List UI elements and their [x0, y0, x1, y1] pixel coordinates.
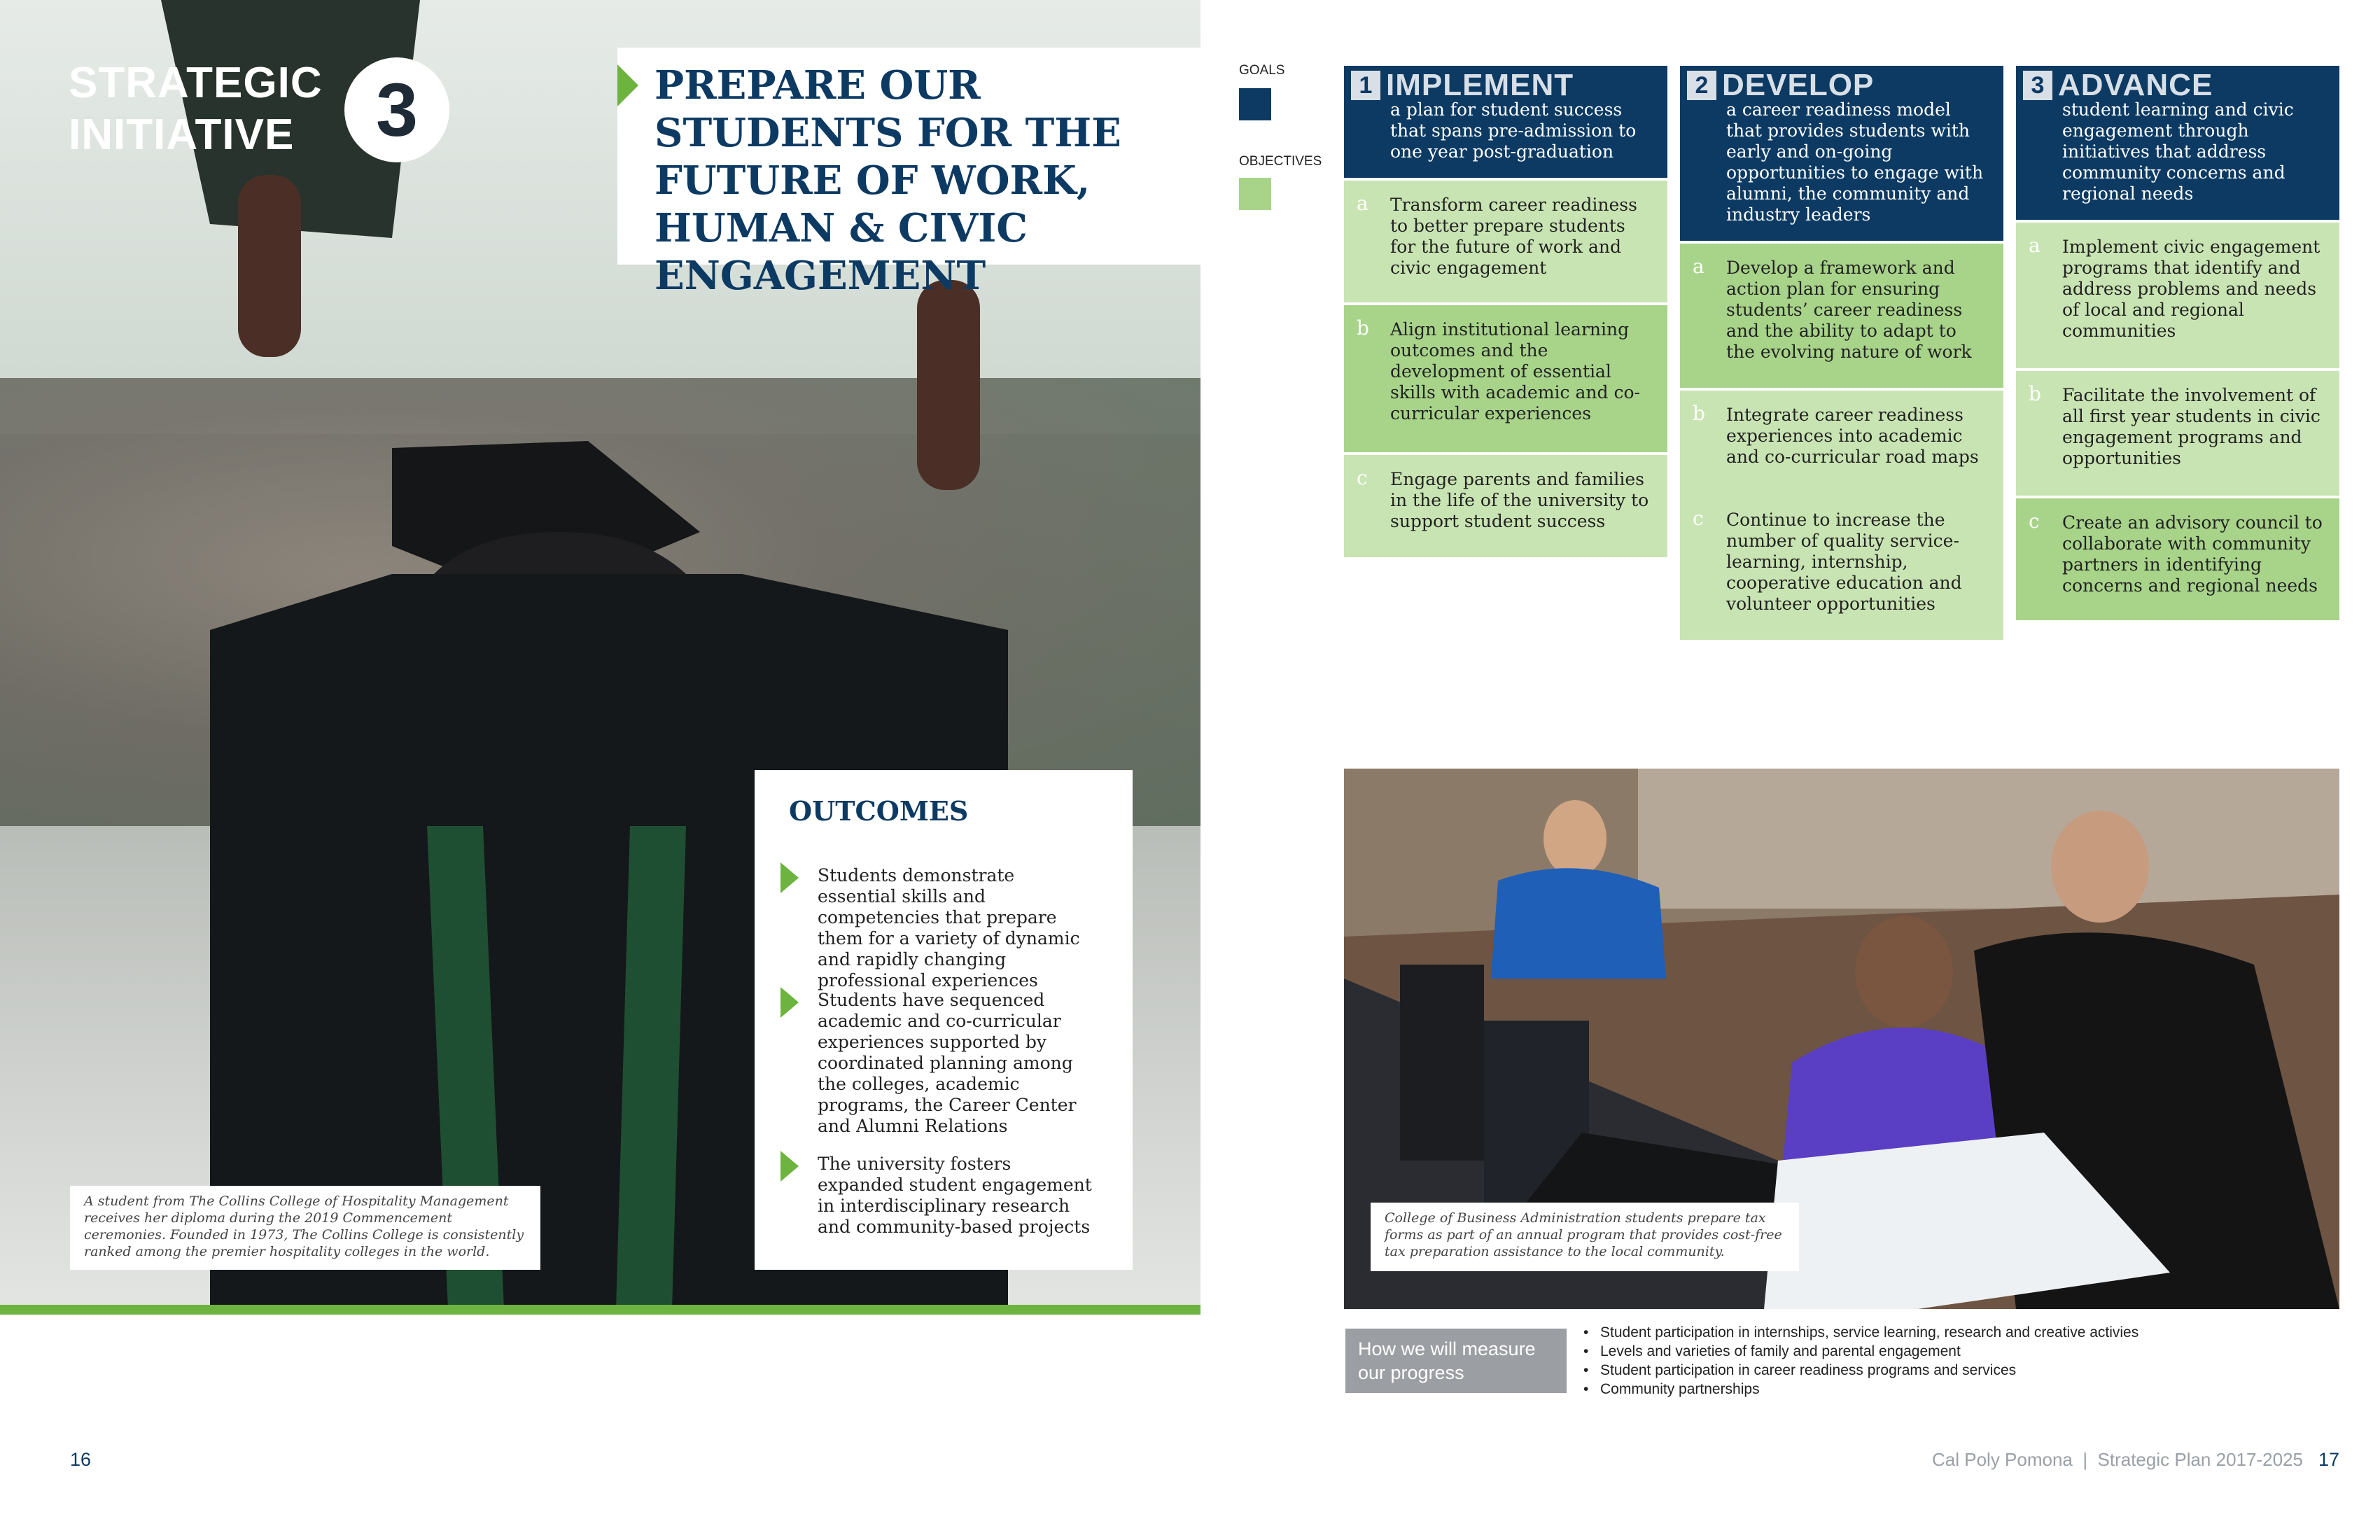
legend-goals-label: GOALS [1239, 63, 1285, 78]
goal-name: DEVELOP [1722, 68, 1875, 102]
outcome-item: Students demonstrate essential skills and competencies that prepare them for a variety of dynamic and rapidly changing professional experiences [818, 865, 1080, 990]
goal-name: IMPLEMENT [1386, 68, 1574, 102]
footer-publication: Cal Poly Pomona | Strategic Plan 2017-2025 [1932, 1449, 2303, 1470]
left-photo-caption: A student from The Collins College of Hospitality Management receives her diploma during the 2019 Commencement ceremonies. Founded in 1973, The Collins College is consistently ranked among the premier hospitality colleges in the world. [70, 1186, 540, 1270]
objective-item [1344, 452, 1667, 557]
objective-item [1680, 388, 2003, 493]
goal-card [1344, 66, 1667, 178]
initiative-title [69, 57, 349, 161]
objective-item [2016, 220, 2339, 368]
measure-list [1583, 1323, 2339, 1399]
headline-arrow-icon [617, 64, 638, 106]
outcome-arrow-icon [780, 1151, 799, 1182]
legend-objectives-swatch [1239, 178, 1271, 210]
goal-name: ADVANCE [2058, 68, 2213, 102]
page-headline: PREPARE OUR STUDENTS FOR THE FUTURE OF WORK, HUMAN & CIVIC ENGAGEMENT [654, 62, 1121, 299]
objective-text: Facilitate the involvement of all first year students in civic engagement programs and opportunities [2062, 385, 2320, 468]
objective-letter: c [1357, 466, 1368, 489]
objective-letter: a [1693, 255, 1704, 278]
goal-number: 1 [1351, 71, 1380, 100]
outcome-arrow-icon [780, 862, 799, 893]
measure-item: • Community partnerships [1583, 1380, 2339, 1399]
initiative-title-line-1: STRATEGIC [69, 59, 323, 107]
objective-item [2016, 496, 2339, 620]
objective-text: Transform career readiness to better prepare students for the future of work and civic engagement [1390, 195, 1637, 278]
legend-goals-swatch [1239, 88, 1271, 120]
objective-item [1680, 241, 2003, 388]
outcome-item: The university fosters expanded student engagement in interdisciplinary research and community-based projects [818, 1154, 1092, 1237]
goal-text: a career readiness model that provides students with early and on-going opportunities to engage with alumni, the community and industry leaders [1726, 99, 1984, 225]
initiative-number-badge: 3 [344, 57, 449, 162]
objective-letter: a [2029, 234, 2040, 257]
goal-card [1680, 66, 2003, 241]
goal-column-2 [1680, 66, 2003, 640]
objective-letter: a [1357, 192, 1368, 215]
outcome-item: Students have sequenced academic and co-curricular experiences supported by coordinated planning among the colleges, academic programs, the Career Center and Alumni Relations [818, 990, 1077, 1136]
outcome-arrow-icon [780, 987, 799, 1018]
goal-column-1 [1344, 66, 1667, 557]
measure-item: • Student participation in career readiness programs and services [1583, 1361, 2339, 1380]
objective-text: Align institutional learning outcomes and the development of essential skills with academic and co-curricular experiences [1390, 319, 1640, 424]
right-photo-caption: College of Business Administration students prepare tax forms as part of an annual program that provides cost-free tax preparation assistance to the local community. [1371, 1203, 1799, 1271]
legend-objectives-label: OBJECTIVES [1239, 154, 1322, 169]
objective-text: Implement civic engagement programs that identify and address problems and needs of local and regional communities [2062, 237, 2320, 341]
goal-text: a plan for student success that spans pre-admission to one year post-graduation [1390, 99, 1637, 162]
page-number-right: 17 [2318, 1449, 2340, 1470]
initiative-title-line-2: INITIATIVE [69, 111, 295, 159]
objective-letter: b [1357, 316, 1369, 340]
measure-item: • Levels and varieties of family and parental engagement [1583, 1342, 2339, 1361]
goal-number: 3 [2023, 71, 2052, 100]
objective-item [1680, 493, 2003, 640]
goal-column-3 [2016, 66, 2339, 620]
objective-letter: c [1693, 507, 1704, 530]
objective-text: Continue to increase the number of quality service-learning, internship, cooperative education and volunteer opportunities [1726, 510, 1962, 614]
objective-text: Engage parents and families in the life of the university to support student success [1390, 469, 1649, 531]
objective-text: Develop a framework and action plan for ensuring students’ career readiness and the ability to adapt to the evolving nature of work [1726, 258, 1972, 362]
outcomes-title: OUTCOMES [789, 795, 969, 827]
goal-card [2016, 66, 2339, 220]
objective-item [1344, 302, 1667, 452]
goal-text: student learning and civic engagement through initiatives that address community concerns and regional needs [2062, 99, 2294, 204]
objective-item [1344, 178, 1667, 302]
page-bottom-rule [0, 1305, 1200, 1315]
objective-item [2016, 368, 2339, 496]
objective-letter: b [1693, 402, 1705, 425]
objective-letter: c [2029, 510, 2040, 533]
objective-text: Integrate career readiness experiences into academic and co-curricular road maps [1726, 405, 1979, 467]
objective-letter: b [2029, 382, 2041, 405]
objective-text: Create an advisory council to collaborate with community partners in identifying concerns and regional needs [2062, 512, 2323, 596]
measure-item: • Student participation in internships, service learning, research and creative activies [1583, 1323, 2339, 1342]
measure-progress-label: How we will measure our progress [1345, 1329, 1567, 1393]
goal-number: 2 [1687, 71, 1716, 100]
page-number-left: 16 [70, 1449, 92, 1470]
